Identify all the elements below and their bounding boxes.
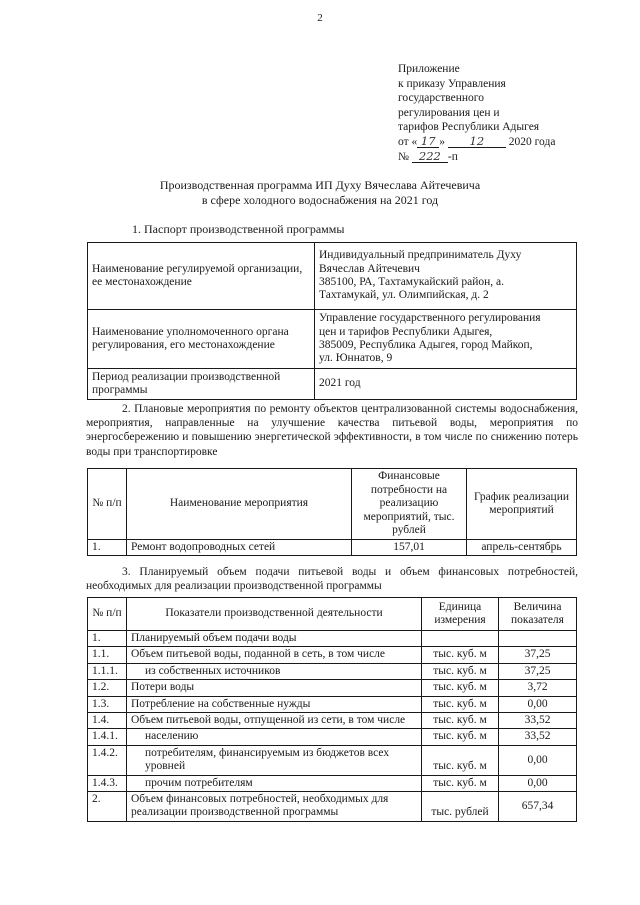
value-line: 2021 год	[319, 377, 361, 390]
passport-label: Период реализации производственной программы	[88, 369, 315, 400]
table-row	[88, 745, 577, 775]
table-row	[88, 713, 577, 729]
appendix-number	[398, 150, 555, 165]
indicators-table	[87, 597, 577, 822]
table-header-row	[88, 469, 577, 540]
table-row	[88, 243, 577, 310]
cell-value: 3,72	[499, 680, 577, 696]
cell-name: Потребление на собственные нужды	[127, 696, 422, 712]
cell-name: Планируемый объем подачи воды	[127, 631, 422, 647]
value-line: цен и тарифов Республики Адыгея,	[319, 325, 493, 338]
table-row	[88, 369, 577, 400]
title-line: в сфере холодного водоснабжения на 2021 год	[201, 193, 439, 207]
table-row	[88, 631, 577, 647]
col-header: График реализации мероприятий	[467, 469, 577, 540]
cell-num: 1.2.	[88, 680, 127, 696]
cell-unit: тыс. куб. м	[422, 680, 499, 696]
value-line: ул. Юннатов, 9	[319, 352, 393, 365]
passport-value	[315, 243, 577, 310]
cell-num: 1.4.	[88, 713, 127, 729]
passport-value	[315, 369, 577, 400]
cell-num: 1.4.1.	[88, 729, 127, 745]
section2-paragraph: 2. Плановые мероприятия по ремонту объектов централизованной системы водоснабжения, мероприятия, направленные на улучшение качества питьевой воды, мероприятия по энергосбережению и повышению энергетической эффективности, в том числе по снижению потерь воды при транспортировке	[86, 403, 578, 458]
measures-table	[87, 468, 577, 556]
passport-value	[315, 310, 577, 369]
cell-name: из собственных источников	[127, 663, 422, 679]
appendix-block	[398, 62, 555, 164]
section2-text	[86, 402, 578, 459]
date-year: 2020 года	[508, 135, 556, 148]
cell-value: 33,52	[499, 713, 577, 729]
col-header: Величина показателя	[499, 598, 577, 631]
date-prefix: от «	[398, 135, 418, 148]
cell-value: 37,25	[499, 647, 577, 663]
col-header: Единица измерения	[422, 598, 499, 631]
date-day: 17	[417, 135, 439, 148]
cell-num: 1.3.	[88, 696, 127, 712]
appendix-line: государственного	[398, 92, 484, 105]
appendix-line: к приказу Управления	[398, 77, 506, 90]
col-header: № п/п	[88, 598, 127, 631]
appendix-line: регулирования цен и	[398, 106, 500, 119]
value-line: 385009, Республика Адыгея, город Майкоп,	[319, 339, 533, 351]
cell-num: 1.1.	[88, 647, 127, 663]
value-line: Управление государственного регулирования	[319, 312, 541, 325]
col-header: Финансовые потребности на реализацию мероприятий, тыс. рублей	[352, 469, 467, 540]
cell-cost: 157,01	[352, 540, 467, 556]
cell-num: 1.4.3.	[88, 775, 127, 791]
cell-name: прочим потребителям	[127, 775, 422, 791]
table-row	[88, 663, 577, 679]
value-line: Индивидуальный предприниматель Духу	[319, 249, 522, 262]
passport-label: Наименование регулируемой организации, ее местонахождение	[88, 243, 315, 310]
appendix-line: Приложение	[398, 63, 460, 75]
table-row	[88, 540, 577, 556]
date-month: 12	[448, 135, 506, 148]
table-row	[88, 729, 577, 745]
cell-value: 37,25	[499, 663, 577, 679]
date-mid: »	[439, 135, 445, 148]
cell-num: 1.4.2.	[88, 745, 127, 775]
table-row	[88, 775, 577, 791]
cell-name: потребителям, финансируемым из бюджетов всех уровней	[127, 745, 422, 775]
page-number: 2	[317, 12, 323, 24]
number-suffix: -п	[447, 150, 458, 163]
cell-schedule: апрель-сентябрь	[467, 540, 577, 556]
cell-value: 0,00	[499, 775, 577, 791]
cell-unit: тыс. куб. м	[422, 745, 499, 775]
value-line: 385100, РА, Тахтамукайский район, а.	[319, 276, 505, 288]
cell-name: Объем питьевой воды, отпущенной из сети, в том числе	[127, 713, 422, 729]
passport-label: Наименование уполномоченного органа регулирования, его местонахождение	[88, 310, 315, 369]
title-line: Производственная программа ИП Духу Вячеслава Айтечевича	[159, 178, 481, 192]
col-header: Наименование мероприятия	[127, 469, 352, 540]
col-header: № п/п	[88, 469, 127, 540]
cell-num: 2.	[88, 792, 127, 822]
cell-name: Ремонт водопроводных сетей	[127, 540, 352, 556]
cell-name: Объем питьевой воды, поданной в сеть, в том числе	[127, 647, 422, 663]
cell-unit: тыс. куб. м	[422, 647, 499, 663]
table-header-row	[88, 598, 577, 631]
appendix-line: тарифов Республики Адыгея	[398, 121, 540, 134]
cell-value: 657,34	[499, 792, 577, 822]
table-row	[88, 680, 577, 696]
appendix-date	[398, 135, 555, 150]
table-row	[88, 696, 577, 712]
passport-table	[87, 242, 577, 400]
cell-unit: тыс. куб. м	[422, 696, 499, 712]
number-value: 222	[412, 150, 448, 163]
table-row	[88, 647, 577, 663]
cell-value: 0,00	[499, 745, 577, 775]
cell-value: 0,00	[499, 696, 577, 712]
table-row	[88, 792, 577, 822]
document-title	[0, 178, 640, 208]
cell-value: 33,52	[499, 729, 577, 745]
cell-unit: тыс. рублей	[422, 792, 499, 822]
cell-name: Потери воды	[127, 680, 422, 696]
section3-paragraph: 3. Планируемый объем подачи питьевой воды и объем финансовых потребностей, необходимых для реализации производственной программы	[86, 566, 578, 593]
section3-text	[86, 565, 578, 593]
cell-unit	[422, 631, 499, 647]
value-line: Тахтамукай, ул. Олимпийская, д. 2	[319, 289, 489, 302]
cell-num: 1.	[88, 631, 127, 647]
cell-value	[499, 631, 577, 647]
cell-unit: тыс. куб. м	[422, 713, 499, 729]
col-header: Показатели производственной деятельности	[127, 598, 422, 631]
cell-name: Объем финансовых потребностей, необходимых для реализации производственной программы	[127, 792, 422, 822]
cell-unit: тыс. куб. м	[422, 775, 499, 791]
number-prefix: №	[398, 150, 409, 163]
cell-name: населению	[127, 729, 422, 745]
table-row	[88, 310, 577, 369]
cell-num: 1.1.1.	[88, 663, 127, 679]
value-line: Вячеслав Айтечевич	[319, 262, 420, 275]
cell-num: 1.	[88, 540, 127, 556]
section1-heading: 1. Паспорт производственной программы	[132, 222, 345, 236]
cell-unit: тыс. куб. м	[422, 663, 499, 679]
cell-unit: тыс. куб. м	[422, 729, 499, 745]
